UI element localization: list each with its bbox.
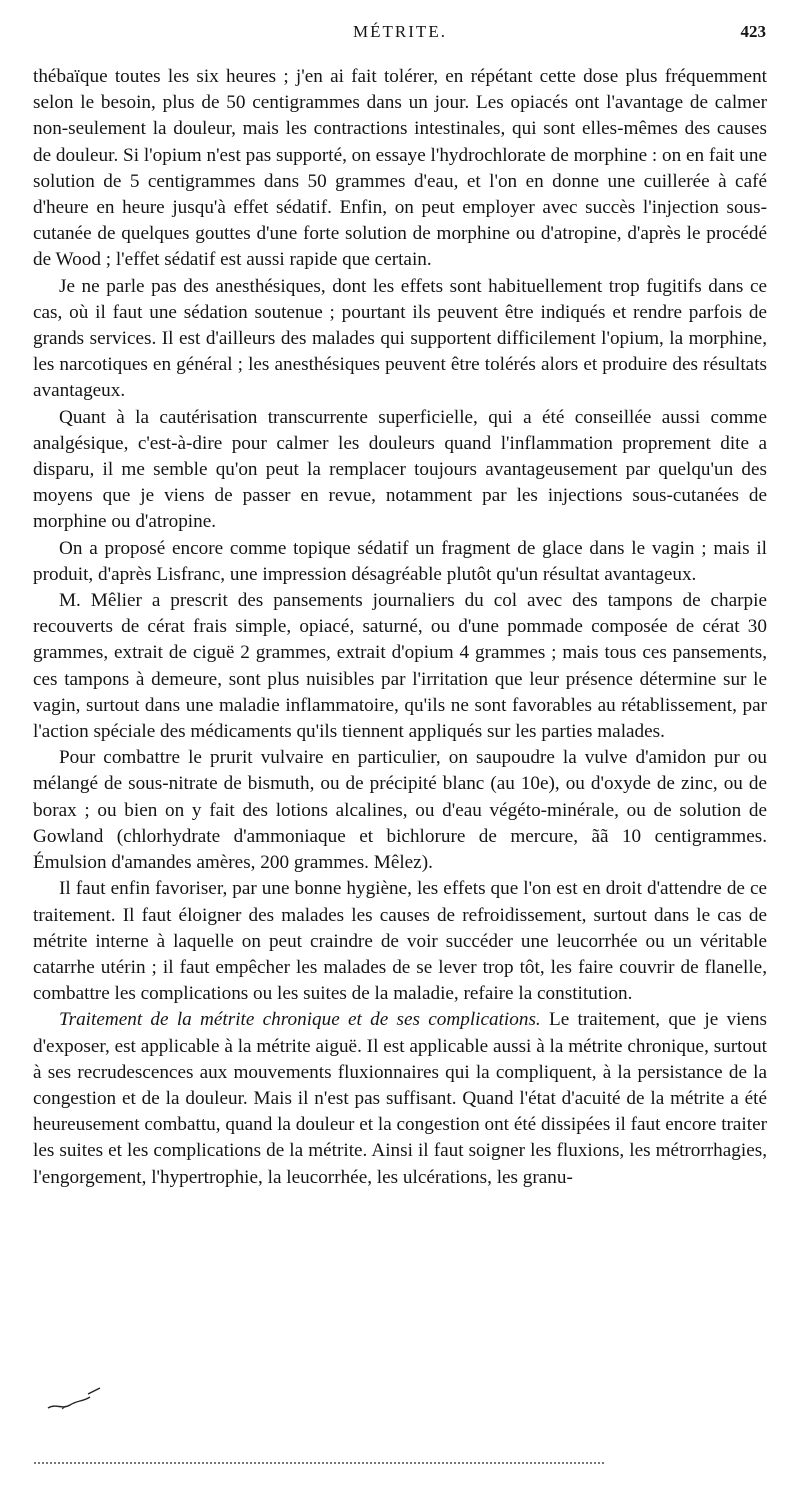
paragraph-3: Quant à la cautérisation transcurrente superficielle, qui a été conseillée aussi comme analgésique, c'est-à-dire pour calmer les douleurs quand l'inflammation proprement dite a disparu, il me semble qu'on peut la remplacer toujours avantageusement par quelqu'un des moyens que je viens de passer en revue, notamment par les injections sous-cutanées de morphine ou d'atropine. bbox=[33, 406, 767, 533]
section-subhead: Traitement de la métrite chronique et de ses complications. bbox=[59, 1009, 541, 1031]
bottom-dotted-rule bbox=[34, 1462, 604, 1464]
paragraph-2: Je ne parle pas des anesthésiques, dont les effets sont habituellement trop fugitifs dans ce cas, où il faut une sédation soutenue ; pourtant ils peuvent être indiqués et rendre parfois de grands services. Il est d'ailleurs des malades qui supportent difficilement l'opium, la morphine, les narcotiques en général ; les anesthésiques peuvent être tolérés alors et produire des résultats avantageux. bbox=[33, 275, 767, 402]
page-number: 423 bbox=[740, 22, 766, 41]
paragraph-8-text: Le traitement, que je viens d'exposer, est applicable à la métrite aiguë. Il est applicable aussi à la métrite chronique, surtout à ses recrudescences aux mouvements fluxionnaires qui la compliquent, à la persistance de la congestion et de la douleur. Mais il n'est pas suffisant. Quand l'état d'acuité de la métrite a été heureusement combattu, quand la douleur et la congestion ont été dissipées il faut encore traiter les suites et les complications de la métrite. Ainsi il faut soigner les fluxions, les métrorrhagies, l'engorgement, l'hypertrophie, la leucorrhée, les ulcérations, les granu- bbox=[33, 1009, 767, 1188]
page-header bbox=[34, 22, 766, 50]
paragraph-8 bbox=[33, 1007, 767, 1190]
paragraph-4: On a proposé encore comme topique sédatif un fragment de glace dans le vagin ; mais il produit, d'après Lisfranc, une impression désagréable plutôt qu'un résultat avantageux. bbox=[33, 537, 767, 585]
body-text bbox=[33, 64, 767, 1191]
ink-squiggle-mark bbox=[44, 1378, 124, 1418]
paragraph-6: Pour combattre le prurit vulvaire en particulier, on saupoudre la vulve d'amidon pur ou mélangé de sous-nitrate de bismuth, ou de précipité blanc (au 10e), ou d'oxyde de zinc, ou de borax ; ou bien on y fait des lotions alcalines, ou d'eau végéto-minérale, ou de solution de Gowland (chlorhydrate d'ammoniaque et bichlorure de mercure, ãã 10 centigrammes. Émulsion d'amandes amères, 200 grammes. Mêlez). bbox=[33, 747, 767, 874]
paragraph-7: Il faut enfin favoriser, par une bonne hygiène, les effets que l'on est en droit d'attendre de ce traitement. Il faut éloigner des malades les causes de refroidissement, surtout dans le cas de métrite interne à laquelle on peut craindre de voir succéder une leucorrhée ou un véritable catarrhe utérin ; il faut empêcher les malades de se lever trop tôt, les faire couvrir de flanelle, combattre les complications ou les suites de la maladie, refaire la constitution. bbox=[33, 878, 767, 1005]
paragraph-5: M. Mêlier a prescrit des pansements journaliers du col avec des tampons de charpie recouverts de cérat frais simple, opiacé, saturné, ou d'une pommade composée de cérat 30 grammes, extrait de ciguë 2 grammes, extrait d'opium 4 grammes ; mais tous ces pansements, ces tampons à demeure, sont plus nuisibles par l'irritation que leur présence détermine sur le vagin, surtout dans une maladie inflammatoire, qu'ils ne sont favorables au rétablissement, par l'action spéciale des médicaments qu'ils tiennent appliqués sur les parties malades. bbox=[33, 590, 767, 743]
paragraph-1: thébaïque toutes les six heures ; j'en ai fait tolérer, en répétant cette dose plus fréquemment selon le besoin, plus de 50 centigrammes dans un jour. Les opiacés ont l'avantage de calmer non-seulement la douleur, mais les contractions intestinales, qui sont elles-mêmes des causes de douleur. Si l'opium n'est pas supporté, on essaye l'hydrochlorate de morphine : on en fait une solution de 5 centigrammes dans 50 grammes d'eau, et l'on en donne une cuillerée à café d'heure en heure jusqu'à effet sédatif. Enfin, on peut employer avec succès l'injection sous-cutanée de quelques gouttes d'une forte solution de morphine ou d'atropine, d'après le procédé de Wood ; l'effet sédatif est aussi rapide que certain. bbox=[33, 66, 768, 271]
running-title: MÉTRITE. bbox=[353, 22, 447, 41]
